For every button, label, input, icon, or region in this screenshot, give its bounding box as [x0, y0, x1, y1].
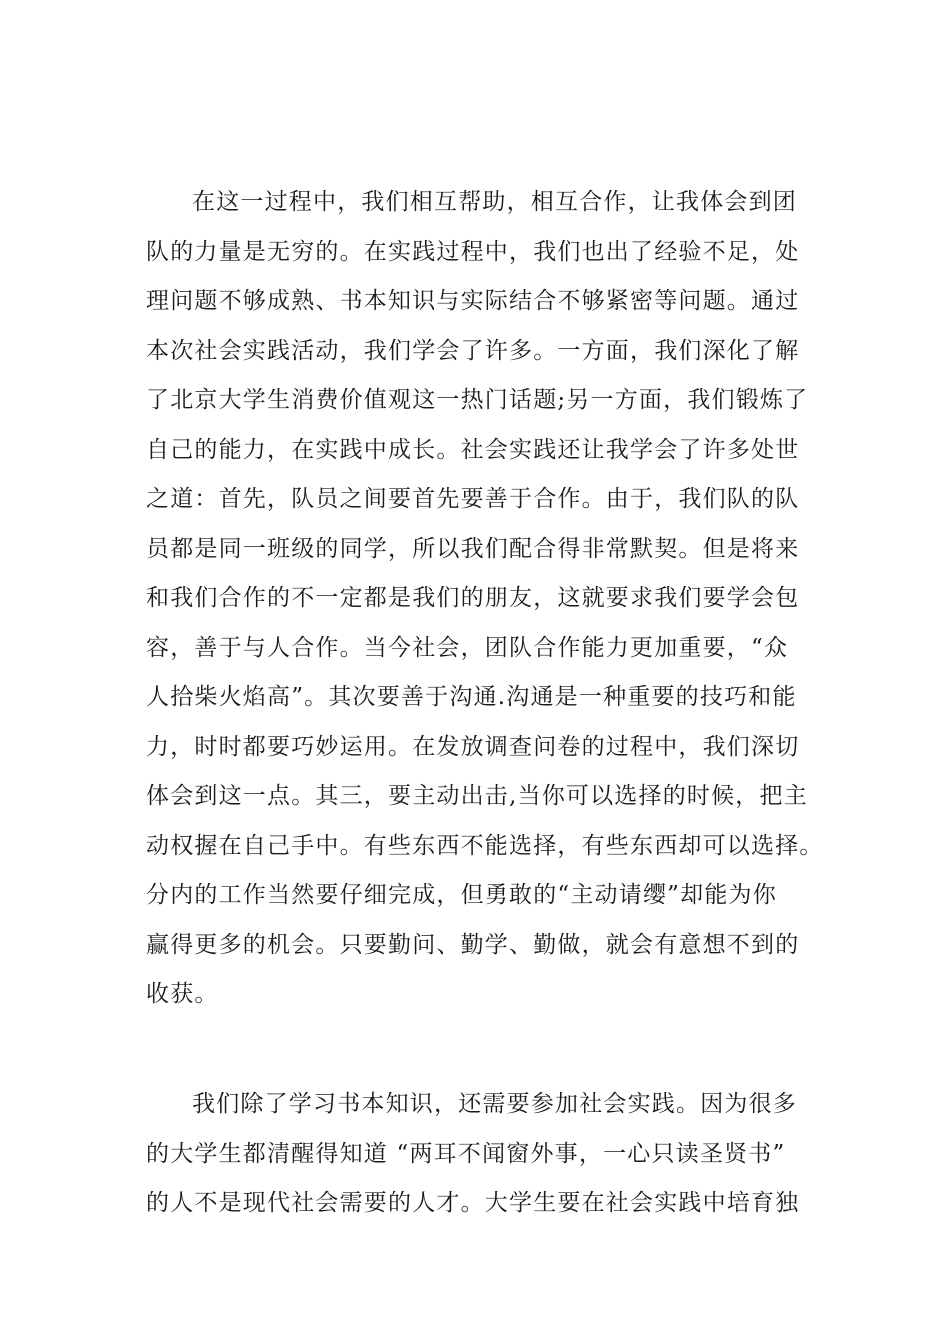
text-line: 赢得更多的机会。只要勤问、勤学、勤做，就会有意想不到的 — [146, 931, 800, 958]
text-line: 之道：首先，队员之间要首先要善于合作。由于，我们队的队 — [146, 486, 800, 512]
text-line: 分内的工作当然要仔细完成，但勇敢的“主动请缨”却能为你 — [146, 882, 777, 908]
text-line: 体会到这一点。其三，要主动出击,当你可以选择的时候，把主 — [146, 783, 808, 809]
text-line: 队的力量是无穷的。在实践过程中，我们也出了经验不足，处 — [146, 238, 800, 265]
text-line: 的大学生都清醒得知道 “两耳不闻窗外事，一心只读圣贤书” — [146, 1140, 786, 1167]
paragraph-2 — [146, 1080, 836, 1229]
text-line: 员都是同一班级的同学，所以我们配合得非常默契。但是将来 — [146, 535, 800, 562]
text-line: 我们除了学习书本知识，还需要参加社会实践。因为很多 — [192, 1091, 797, 1117]
text-line: 理问题不够成熟、书本知识与实际结合不够紧密等问题。通过 — [146, 288, 800, 314]
text-line: 在这一过程中，我们相互帮助，相互合作，让我体会到团 — [192, 189, 797, 215]
text-line: 和我们合作的不一定都是我们的朋友，这就要求我们要学会包 — [146, 585, 800, 611]
text-line: 收获。 — [146, 981, 219, 1007]
text-line: 本次社会实践活动，我们学会了许多。一方面，我们深化了解 — [146, 337, 800, 364]
text-line: 的人不是现代社会需要的人才。大学生要在社会实践中培育独 — [146, 1190, 800, 1216]
text-line: 自己的能力，在实践中成长。社会实践还让我学会了许多处世 — [146, 436, 800, 463]
text-line: 了北京大学生消费价值观这一热门话题;另一方面，我们锻炼了 — [146, 387, 809, 413]
text-line: 容，善于与人合作。当今社会，团队合作能力更加重要，“众 — [146, 634, 789, 661]
text-line: 人拾柴火焰高”。其次要善于沟通.沟通是一种重要的技巧和能 — [146, 684, 797, 710]
text-line: 动权握在自己手中。有些东西不能选择，有些东西却可以选择。 — [146, 832, 824, 859]
paragraph-1 — [146, 178, 836, 1020]
text-line: 力，时时都要巧妙运用。在发放调查问卷的过程中，我们深切 — [146, 733, 800, 760]
